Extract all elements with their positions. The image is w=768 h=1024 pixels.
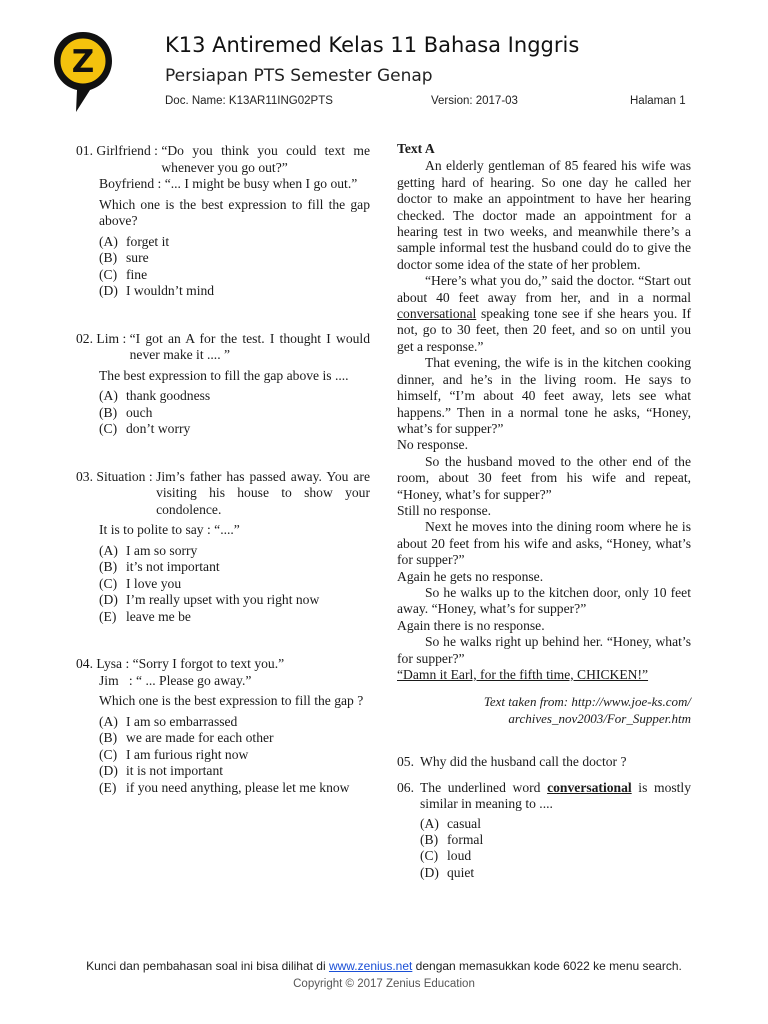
right-column [397,141,691,881]
q2-line1: “I got an A for the test. I thought I would never make it .... ” [129,330,370,362]
text-a-line-10: Again there is no response. [397,617,545,633]
q3-prompt: It is to polite to say : “....” [99,522,240,537]
text-a-line-6: Still no response. [397,502,492,518]
question-1 [76,143,370,300]
q4-line2: “ ... Please go away.” [136,672,252,688]
zenius-logo [52,30,114,114]
q1-option-d: (D) I wouldn’t mind [99,283,215,298]
q4-speaker: 04. Lysa : [76,656,133,671]
text-a-paragraph-9: So he walks up to the kitchen door, only 10 feet away. “Honey, what’s for supper?” [397,584,691,617]
q4-option-a: (A) I am so embarrassed [99,713,238,729]
q6-option-c: (C) loud [420,848,472,864]
zenius-link[interactable]: www.zenius.net [328,959,413,973]
q1-option-a: (A) forget it [99,233,170,249]
q3-line1: Jim’s father has passed away. You are visiting his house to show your condolence. [156,468,370,517]
q4-option-b: (B) we are made for each other [99,730,274,745]
text-a-paragraph-7: Next he moves into the dining room where he is about 20 feet from his wife and asks, “Honey, what’s for supper?” [397,519,691,568]
question-4 [76,656,370,796]
q3-option-b: (B) it’s not important [99,559,220,574]
q2-option-c: (C) don’t worry [99,421,191,436]
q1-speaker: 01. Girlfriend : [76,143,162,158]
q1-line1: “Do you think you could text me whenever you go out?” [161,143,370,175]
q4-line1: “Sorry I forgot to text you.” [132,656,285,671]
q6-option-d: (D) quiet [420,864,475,880]
q3-option-d: (D) I’m really upset with you right now [99,592,320,607]
text-a-paragraph-11: So he walks right up behind her. “Honey, what’s for supper?” [397,634,691,666]
q6-keyword: conversational [547,779,632,795]
logo-letter: Z [71,44,95,80]
q2-option-a: (A) thank goodness [99,388,211,403]
text-a-paragraph-2: “Here’s what you do,” said the doctor. “Start out about 40 feet away from her, and in a normal conversational speaking tone see if she hears you. If not, go to 30 feet, then 20 feet, and so on until you get a response.” [397,273,691,354]
q4-speaker2: Jim : [99,672,137,688]
copyright: Copyright © 2017 Zenius Education [293,978,475,990]
q6-option-b: (B) formal [420,832,484,848]
q1-option-c: (C) fine [99,266,148,282]
doc-version: Version: 2017-03 [431,95,518,107]
page-number: Halaman 1 [630,95,686,107]
question-5: 05. Why did the husband call the doctor ? [397,754,691,770]
q1-prompt: Which one is the best expression to fill the gap above? [99,196,370,228]
question-3 [76,469,370,626]
q2-prompt: The best expression to fill the gap above is .... [99,367,349,383]
text-a-line-12: “Damn it Earl, for the fifth time, CHICKEN!” [397,667,649,682]
q1-speaker2: Boyfriend : [99,176,165,191]
q4-option-e: (E) if you need anything, please let me know [99,779,350,795]
document-subtitle: Persiapan PTS Semester Genap [165,66,433,86]
question-2 [76,331,370,438]
q2-option-b: (B) ouch [99,404,153,420]
doc-name: Doc. Name: K13AR11ING02PTS [165,95,333,107]
q3-speaker: 03. Situation : [76,468,157,484]
question-6: 06. The underlined word conversational is mostly similar in meaning to .... [397,779,692,812]
left-column [76,143,370,796]
text-a-paragraph-3: That evening, the wife is in the kitchen cooking dinner, and he’s in the living room. He says to himself, “I’m about 40 feet away, lets see what happens.” Then in a normal tone he asks, “Honey, what’s for supper?” [397,355,691,436]
text-a-line-8: Again he gets no response. [397,568,544,584]
q5-text: Why did the husband call the doctor ? [420,754,627,770]
text-a-line-4: No response. [397,437,468,453]
q6-text: The underlined word conversational is mostly similar in meaning to .... [420,779,692,812]
q4-option-c: (C) I am furious right now [99,746,249,762]
text-a-paragraph-5: So the husband moved to the other end of the room, about 30 feet from his wife and repeat, “Honey, what’s for supper?” [397,453,691,502]
q4-prompt: Which one is the best expression to fill the gap ? [99,693,364,708]
text-a-paragraph-1: An elderly gentleman of 85 feared his wife was getting hard of hearing. So one day he called her doctor to make an appointment to have her hearing checked. The doctor made an appointment for a hearing test in two weeks, and meanwhile there’s a sample informal test the husband could do to give the doctor some idea of the state of her problem. [397,158,691,272]
q3-option-e: (E) leave me be [99,608,191,624]
q1-option-b: (B) sure [99,250,149,265]
q6-option-a: (A) casual [420,815,481,831]
q3-option-c: (C) I love you [99,575,182,591]
q4-option-d: (D) it is not important [99,763,224,778]
text-a-title: Text A [397,141,435,156]
q1-line2: “... I might be busy when I go out.” [164,176,358,191]
underlined-word: conversational [397,306,477,322]
q2-speaker: 02. Lim : [76,330,130,346]
text-source: Text taken from: http://www.joe-ks.com/ archives_nov2003/For_Supper.htm [483,694,691,727]
q3-option-a: (A) I am so sorry [99,542,198,558]
footer-note: Kunci dan pembahasan soal ini bisa dilihat di www.zenius.net dengan memasukkan kode 6022 ke menu search. [86,959,682,973]
document-title: K13 Antiremed Kelas 11 Bahasa Inggris [165,33,580,57]
